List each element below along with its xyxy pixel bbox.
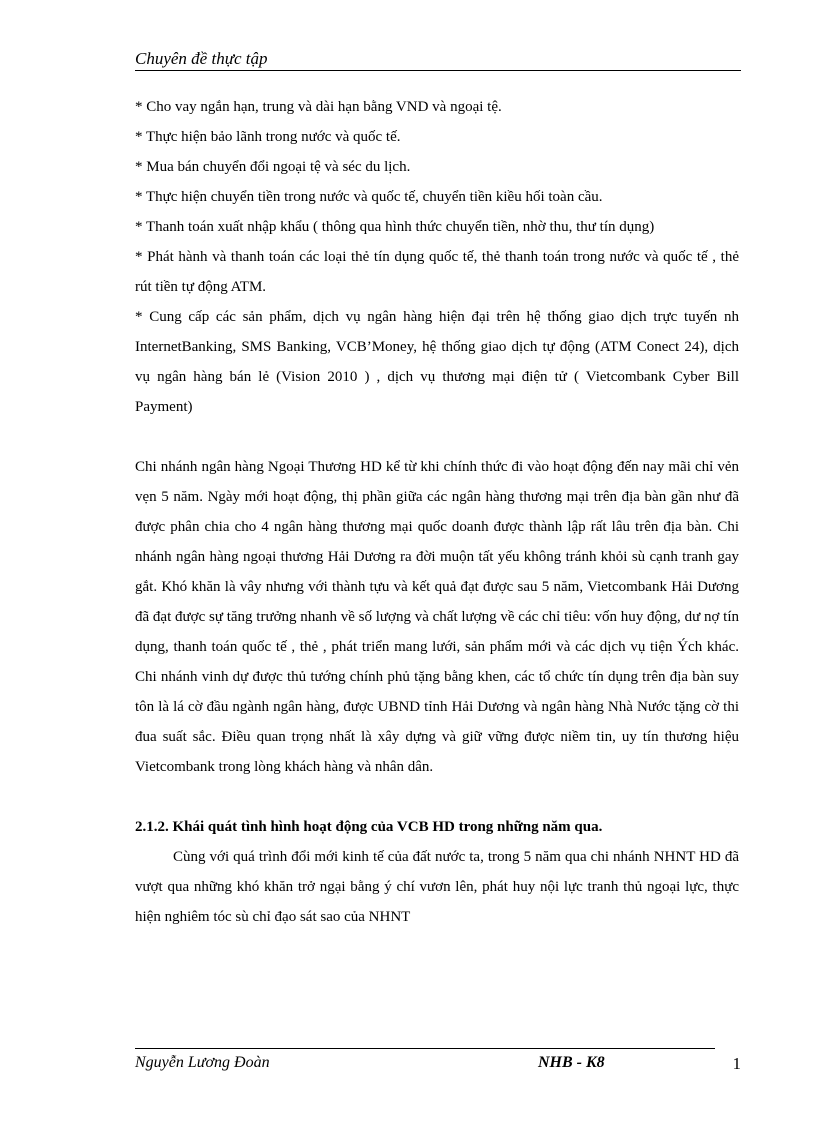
list-item: * Thực hiện bảo lãnh trong nước và quốc tế. [135,129,401,145]
footer-author: Nguyễn Lương Đoàn [135,1054,270,1071]
list-item: * Mua bán chuyển đổi ngoại tệ và séc du lịch. [135,159,411,175]
header-title: Chuyên đề thực tập [135,49,268,68]
services-list [135,92,739,422]
list-item: * Cung cấp các sản phẩm, dịch vụ ngân hàng hiện đại trên hệ thống giao dịch trực tuyến nh InternetBanking, SMS Banking, VCB’Money, hệ thống giao dịch tự động (ATM Conect 24), dịch vụ ngân hàng bán lẻ (Vision 2010 ) , dịch vụ thương mại điện tử ( Vietcombank Cyber Bill Payment) [135,309,739,415]
section-paragraph: Cùng với quá trình đổi mới kinh tế của đất nước ta, trong 5 năm qua chi nhánh NHNT HD đã vượt qua những khó khăn trở ngại bằng ý chí vươn lên, phát huy nội lực tranh thủ ngoại lực, thực hiện nghiêm tóc sù chỉ đạo sát sao của NHNT [135,849,739,925]
footer-divider [135,1048,715,1049]
list-item: * Phát hành và thanh toán các loại thẻ tín dụng quốc tế, thẻ thanh toán trong nước và quốc tế , thẻ rút tiền tự động ATM. [135,249,739,295]
footer-class: NHB - K8 [538,1054,605,1071]
section-heading: 2.1.2. Khái quát tình hình hoạt động của VCB HD trong những năm qua. [135,819,603,835]
document-body [135,92,739,932]
body-paragraph: Chi nhánh ngân hàng Ngoại Thương HD kể từ khi chính thức đi vào hoạt động đến nay mãi chỉ vẻn vẹn 5 năm. Ngày mới hoạt động, thị phần giữa các ngân hàng thương mại trên địa bàn gần như đã được phân chia cho 4 ngân hàng thương mại quốc doanh được thành lập rất lâu trên địa bàn. Chi nhánh ngân hàng ngoại thương Hải Dương ra đời muộn tất yếu không tránh khỏi sù cạnh tranh gay gắt. Khó khăn là vây nhưng với thành tựu và kết quả đạt được sau 5 năm, Vietcombank Hải Dương đã đạt được sự tăng trưởng nhanh về số lượng và chất lượng về các chỉ tiêu: vốn huy động, dư nợ tín dụng, thanh toán quốc tế , thẻ , phát triển mang lưới, sản phẩm mới và các dịch vụ tiện Ých khác. Chi nhánh vinh dự được thủ tướng chính phủ tặng bằng khen, các tổ chức tín dụng trên địa bàn suy tôn là lá cờ đầu ngành ngân hàng, được UBND tỉnh Hải Dương và ngân hàng Nhà Nước tặng cờ thi đua suất sắc. Điều quan trọng nhất là xây dựng và giữ vững được niềm tin, uy tín thương hiệu Vietcombank trong lòng khách hàng và nhân dân. [135,459,739,775]
spacer [135,782,739,812]
spacer [135,422,739,452]
list-item: * Cho vay ngắn hạn, trung và dài hạn bằng VND và ngoại tệ. [135,99,502,115]
list-item: * Thanh toán xuất nhập khẩu ( thông qua hình thức chuyển tiền, nhờ thu, thư tín dụng) [135,219,655,235]
page-header [135,49,741,71]
page-footer [135,1054,741,1078]
list-item: * Thực hiện chuyển tiền trong nước và quốc tế, chuyển tiền kiều hối toàn cầu. [135,189,603,205]
page-number: 1 [732,1054,741,1073]
